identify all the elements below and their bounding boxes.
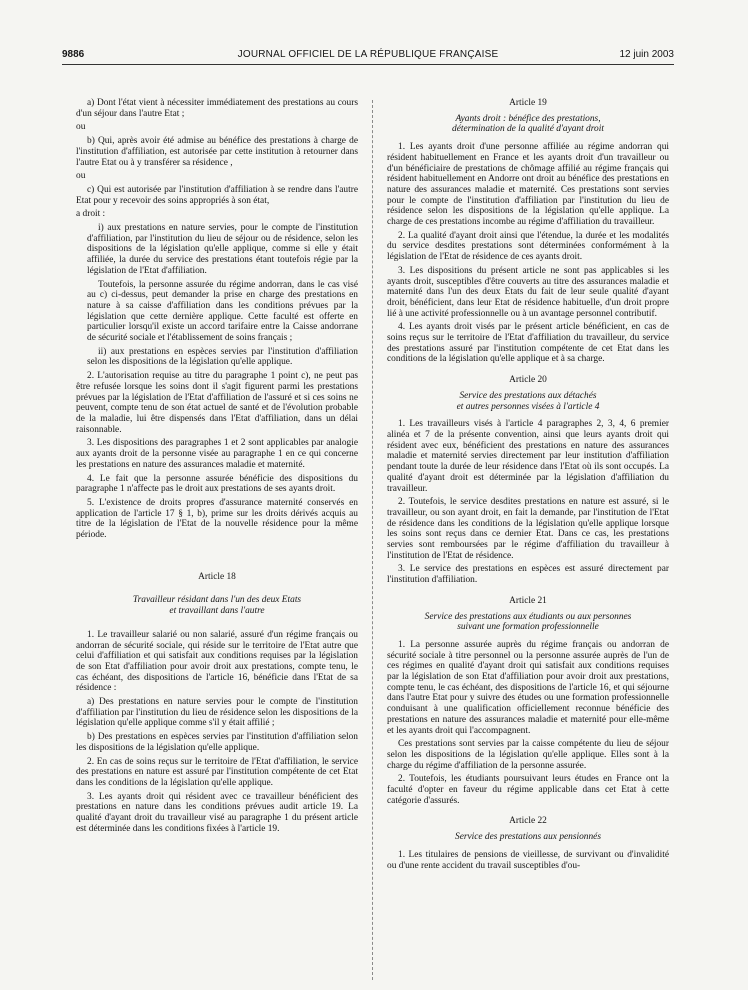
paragraph: 3. Les dispositions des paragraphes 1 et 2 sont applicables par analogie aux ayants droit de la personne visée au paragraphe 1 en ce qui concerne les prestations en nature des assurances maladie et maternité. [76, 438, 358, 470]
paragraph: 4. Les ayants droit visés par le présent article bénéficient, en cas de soins reçus sur le territoire de l'Etat d'affiliation du travailleur, du service des prestations assuré par l'institution compétente de cet Etat dans les conditions de la législation qu'elle applique et à sa charge. [387, 322, 669, 365]
paragraph: 1. Les ayants droit d'une personne affiliée au régime andorran qui résident habituellement en France et les ayants droit d'un travailleur ou d'un bénéficiaire de prestations de chômage affilié au régime français qui résident habituellement en Andorre ont droit au bénéfice des prestations en nature des assurances maladie et maternité. Ces prestations sont servies pour le compte de l'institution d'affiliation par l'institution du lieu de résidence selon les dispositions de la législation qu'elle applique. La charge de ces prestations incombe au régime d'affiliation du travailleur. [387, 142, 669, 228]
paragraph: 1. La personne assurée auprès du régime français ou andorran de sécurité sociale à titre personnel ou la personne assurée auprès de l'un de ces régimes en qualité d'ayant droit qui satisfait aux conditions requises par la législation de son Etat d'affiliation pour avoir droit aux prestations, compte tenu, le cas échéant, des dispositions de l'article 16, et qui séjourne dans l'autre Etat pour y suivre des études ou une formation professionnelle conduisant à une qualification officiellement reconnue bénéficie des prestations en nature des assurances maladie et maternité pour elle-même et les ayants droit qui l'accompagnent. [387, 639, 669, 736]
column-divider [372, 100, 373, 980]
article-title: Service des prestations aux étudiants ou aux personnes suivant une formation professionnelle [424, 611, 632, 633]
paragraph: a droit : [76, 209, 106, 220]
paragraph: b) Qui, après avoir été admise au bénéfice des prestations à charge de l'institution d'affiliation, est autorisée par cette institution à retourner dans l'autre Etat ou à y transférer sa résidence , [76, 136, 358, 168]
article-heading: Article 20 [509, 375, 547, 386]
paragraph: 3. Les ayants droit qui résident avec ce travailleur bénéficient des prestations en nature dans les conditions prévues audit article 19. La qualité d'ayant droit du travailleur visé au paragraphe 1 du présent article est déterminée dans les conditions fixées à l'article 19. [76, 791, 358, 834]
article-heading: Article 19 [509, 98, 547, 108]
paragraph: 2. En cas de soins reçus sur le territoire de l'Etat d'affiliation, le service des prestations en nature est assuré par l'institution compétente de cet Etat dans les conditions de la législation qu'elle applique. [76, 756, 358, 788]
article-heading: Article 22 [509, 816, 547, 827]
article-title: Service des prestations aux pensionnés [455, 832, 601, 843]
article-title: Travailleur résidant dans l'un des deux Etats et travaillant dans l'autre [132, 595, 302, 617]
paragraph: c) Qui est autorisée par l'institution d'affiliation à se rendre dans l'autre Etat pour y recevoir des soins appropriés à son état, [76, 184, 358, 206]
journal-title: JOURNAL OFFICIEL DE LA RÉPUBLIQUE FRANÇAISE [237, 49, 499, 60]
paragraph: ou [76, 122, 86, 133]
paragraph: 1. Les travailleurs visés à l'article 4 paragraphes 2, 3, 4, 6 premier alinéa et 7 de la présente convention, ainsi que leurs ayants droit qui résident avec eux, bénéficient des prestations en nature des assurances maladie et maternité servies directement par leur institution d'affiliation pendant toute la durée de leur résidence dans l'Etat où ils sont occupés. La qualité d'ayant droit est déterminée par la législation d'affiliation du travailleur. [387, 419, 669, 494]
right-column [387, 98, 669, 874]
paragraph: 2. Toutefois, le service desdites prestations en nature est assuré, si le travailleur, ou son ayant droit, en fait la demande, par l'institution de l'Etat de résidence dans les conditions de la législation qu'elle applique lorsque les soins sont reçus dans ce dernier Etat. Dans ce cas, les prestations servies sont remboursées par le régime d'affiliation du travailleur à l'institution de l'Etat de résidence. [387, 497, 669, 561]
paragraph: 1. Le travailleur salarié ou non salarié, assuré d'un régime français ou andorran de sécurité sociale, qui réside sur le territoire de l'Etat autre que celui d'affiliation et qui satisfait aux conditions requises par la législation de son Etat d'affiliation pour avoir droit aux prestations, compte tenu, le cas échéant, des dispositions de l'article 16, bénéficie dans l'Etat de sa résidence : [76, 629, 358, 694]
paragraph: ii) aux prestations en espèces servies par l'institution d'affiliation selon les dispositions de la législation qu'elle applique. [87, 346, 358, 368]
article-title: Service des prestations aux détachés et autres personnes visées à l'article 4 [456, 390, 600, 412]
paragraph: 4. Le fait que la personne assurée bénéficie des dispositions du paragraphe 1 n'affecte pas le droit aux prestations de ses ayants droit. [76, 473, 358, 495]
paragraph: b) Des prestations en espèces servies par l'institution d'affiliation selon les dispositions de la législation qu'elle applique. [76, 732, 358, 753]
paragraph: a) Dont l'état vient à nécessiter immédiatement des prestations au cours d'un séjour dans l'autre Etat ; [76, 98, 358, 119]
paragraph: 3. Le service des prestations en espèces est assuré directement par l'institution d'affiliation. [387, 564, 669, 586]
paragraph: a) Des prestations en nature servies pour le compte de l'institution d'affiliation par l'institution du lieu de résidence selon les dispositions de la législation qu'elle applique comme s'il y était affilié ; [76, 697, 358, 729]
paragraph: i) aux prestations en nature servies, pour le compte de l'institution d'affiliation, par l'institution du lieu de séjour ou de résidence, selon les dispositions de la législation qu'elle applique, comme si elle y était affiliée, la durée du service des prestations étant toutefois régie par la législation de l'Etat d'affiliation. [87, 223, 358, 276]
paragraph: 3. Les dispositions du présent article ne sont pas applicables si les ayants droit, susceptibles d'être couverts au titre des assurances maladie et maternité dans l'un des deux Etats du fait de leur seule qualité d'ayant droit, bénéficient, dans leur Etat de résidence habituelle, d'un droit propre lié à une activité professionnelle ou à un avantage personnel contributif. [387, 265, 669, 319]
article-heading: Article 18 [198, 571, 236, 582]
left-column [76, 98, 358, 837]
paragraph: Toutefois, la personne assurée du régime andorran, dans le cas visé au c) ci-dessus, peut demander la prise en charge des prestations en nature à sa caisse d'affiliation dans les conditions prévues par la législation que cette dernière applique. Cette faculté est offerte en particulier lorsqu'il existe un accord tarifaire entre la Caisse andorrane de sécurité sociale et l'établissement de soins français ; [87, 279, 358, 344]
paragraph: 5. L'existence de droits propres d'assurance maternité conservés en application de l'article 17 § 1, b), prime sur les droits dérivés acquis au titre de la législation de l'Etat de la nouvelle résidence pour la même période. [76, 497, 358, 541]
article-title: Ayants droit : bénéfice des prestations, détermination de la qualité d'ayant droit [452, 113, 604, 135]
header-rule [62, 64, 674, 65]
page-header [62, 49, 674, 62]
publication-date: 12 juin 2003 [619, 49, 674, 60]
paragraph: ou [76, 171, 86, 182]
article-heading: Article 21 [509, 595, 547, 606]
paragraph: 2. Toutefois, les étudiants poursuivant leurs études en France ont la faculté d'opter en faveur du régime applicable dans cet Etat à cette catégorie d'assurés. [387, 774, 669, 806]
page-number: 9886 [62, 49, 85, 60]
paragraph: 1. Les titulaires de pensions de vieillesse, de survivant ou d'invalidité ou d'une rente accident du travail susceptibles d'ou- [387, 849, 669, 871]
paragraph: 2. L'autorisation requise au titre du paragraphe 1 point c), ne peut pas être refusée lorsque les soins dont il s'agit figurent parmi les prestations prévues par la législation de l'Etat d'affiliation de l'assuré et si ces soins ne peuvent, compte tenu de son état actuel de santé et de l'évolution probable de la maladie, lui être dispensés dans l'Etat d'affiliation, dans un délai raisonnable. [76, 371, 358, 435]
paragraph: 2. La qualité d'ayant droit ainsi que l'étendue, la durée et les modalités du service desdites prestations sont déterminées conformément à la législation de l'Etat de résidence de ces ayants droit. [387, 230, 669, 263]
paragraph: Ces prestations sont servies par la caisse compétente du lieu de séjour selon les dispositions de la législation qu'elle applique. Elles sont à la charge du régime d'affiliation de la personne assurée. [387, 739, 669, 771]
